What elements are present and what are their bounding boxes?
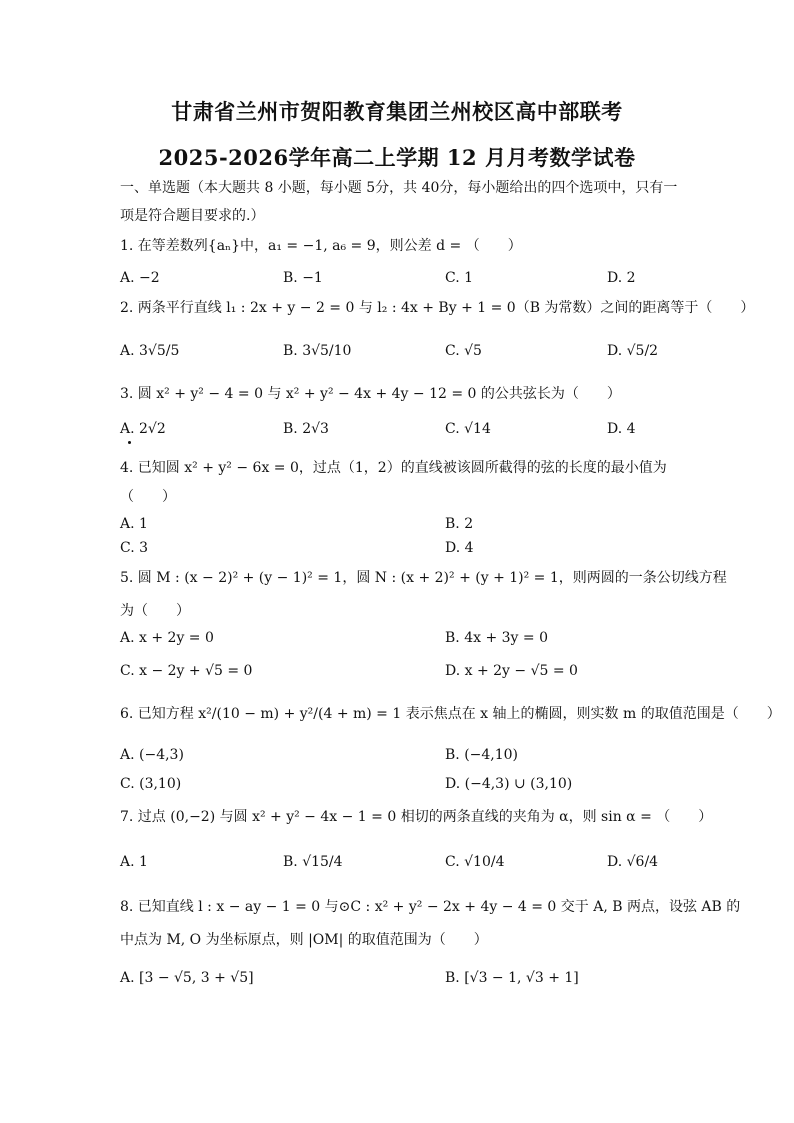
- question-5-stem-line2: 为（ ）: [120, 603, 190, 619]
- question-8-stem-line1: 8. 已知直线 l : x − ay − 1 = 0 与⊙C : x² + y² − 2x + 4y − 4 = 0 交于 A, B 两点，设弦 AB 的: [120, 899, 741, 915]
- question-1-option-c: C. 1: [445, 270, 474, 286]
- question-1-option-d: D. 2: [607, 270, 636, 286]
- question-4-option-b: B. 2: [445, 516, 474, 532]
- question-6-option-d: D. (−4,3) ∪ (3,10): [445, 776, 573, 792]
- question-7-option-c: C. √10/4: [445, 854, 505, 870]
- question-3-stem: 3. 圆 x² + y² − 4 = 0 与 x² + y² − 4x + 4y − 12 = 0 的公共弦长为（ ）: [120, 386, 621, 402]
- question-8-option-a: A. [3 − √5, 3 + √5]: [120, 970, 254, 986]
- question-2-option-a: A. 3√5/5: [120, 343, 180, 359]
- question-1-option-b: B. −1: [283, 270, 323, 286]
- question-8-option-b: B. [√3 − 1, √3 + 1]: [445, 970, 579, 986]
- question-5-option-c: C. x − 2y + √5 = 0: [120, 663, 253, 679]
- question-6-stem: 6. 已知方程 x²/(10 − m) + y²/(4 + m) = 1 表示焦点在 x 轴上的椭圆，则实数 m 的取值范围是（ ）: [120, 706, 781, 722]
- question-2-option-d: D. √5/2: [607, 343, 659, 359]
- question-4-option-a: A. 1: [120, 516, 148, 532]
- question-3-option-c: C. √14: [445, 421, 491, 437]
- question-4-stem-line1: 4. 已知圆 x² + y² − 6x = 0，过点（1，2）的直线被该圆所截得的弦的长度的最小值为: [120, 460, 667, 476]
- question-8-stem-line2: 中点为 M, O 为坐标原点，则 |OM| 的取值范围为（ ）: [120, 932, 488, 948]
- question-2-option-c: C. √5: [445, 343, 482, 359]
- question-7-option-a: A. 1: [120, 854, 148, 870]
- question-4-option-d: D. 4: [445, 540, 474, 556]
- question-4-stem-line2: （ ）: [120, 489, 176, 505]
- question-3-option-b: B. 2√3: [283, 421, 329, 437]
- question-5-option-a: A. x + 2y = 0: [120, 630, 214, 646]
- section-heading-line2: 项是符合题目要求的.）: [120, 208, 265, 224]
- question-2-stem: 2. 两条平行直线 l₁ : 2x + y − 2 = 0 与 l₂ : 4x + By + 1 = 0（B 为常数）之间的距离等于（ ）: [120, 300, 755, 316]
- question-2-option-b: B. 3√5/10: [283, 343, 352, 359]
- question-7-stem: 7. 过点 (0,−2) 与圆 x² + y² − 4x − 1 = 0 相切的两条直线的夹角为 α，则 sin α = （ ）: [120, 809, 713, 825]
- question-5-option-d: D. x + 2y − √5 = 0: [445, 663, 578, 679]
- question-3-option-d: D. 4: [607, 421, 636, 437]
- question-6-option-a: A. (−4,3): [120, 747, 184, 763]
- exam-title-line1: 甘肃省兰州市贺阳教育集团兰州校区高中部联考: [171, 99, 623, 124]
- question-1-stem: 1. 在等差数列{aₙ}中，a₁ = −1, a₆ = 9，则公差 d = （ ）: [120, 238, 522, 254]
- question-6-option-b: B. (−4,10): [445, 747, 519, 763]
- question-1-option-a: A. −2: [120, 270, 160, 286]
- question-5-stem-line1: 5. 圆 M : (x − 2)² + (y − 1)² = 1，圆 N : (x + 2)² + (y + 1)² = 1，则两圆的一条公切线方程: [120, 570, 727, 586]
- question-3-option-a: A. 2√2: [120, 421, 166, 437]
- question-4-option-c: C. 3: [120, 540, 149, 556]
- question-6-option-c: C. (3,10): [120, 776, 182, 792]
- section-heading-line1: 一、单选题（本大题共 8 小题，每小题 5分，共 40分，每小题给出的四个选项中，只有一: [120, 180, 678, 196]
- question-5-option-b: B. 4x + 3y = 0: [445, 630, 548, 646]
- exam-title-line2: 2025-2026学年高二上学期 12 月月考数学试卷: [158, 145, 636, 170]
- question-7-option-d: D. √6/4: [607, 854, 659, 870]
- question-7-option-b: B. √15/4: [283, 854, 343, 870]
- mark-dot: [128, 441, 131, 444]
